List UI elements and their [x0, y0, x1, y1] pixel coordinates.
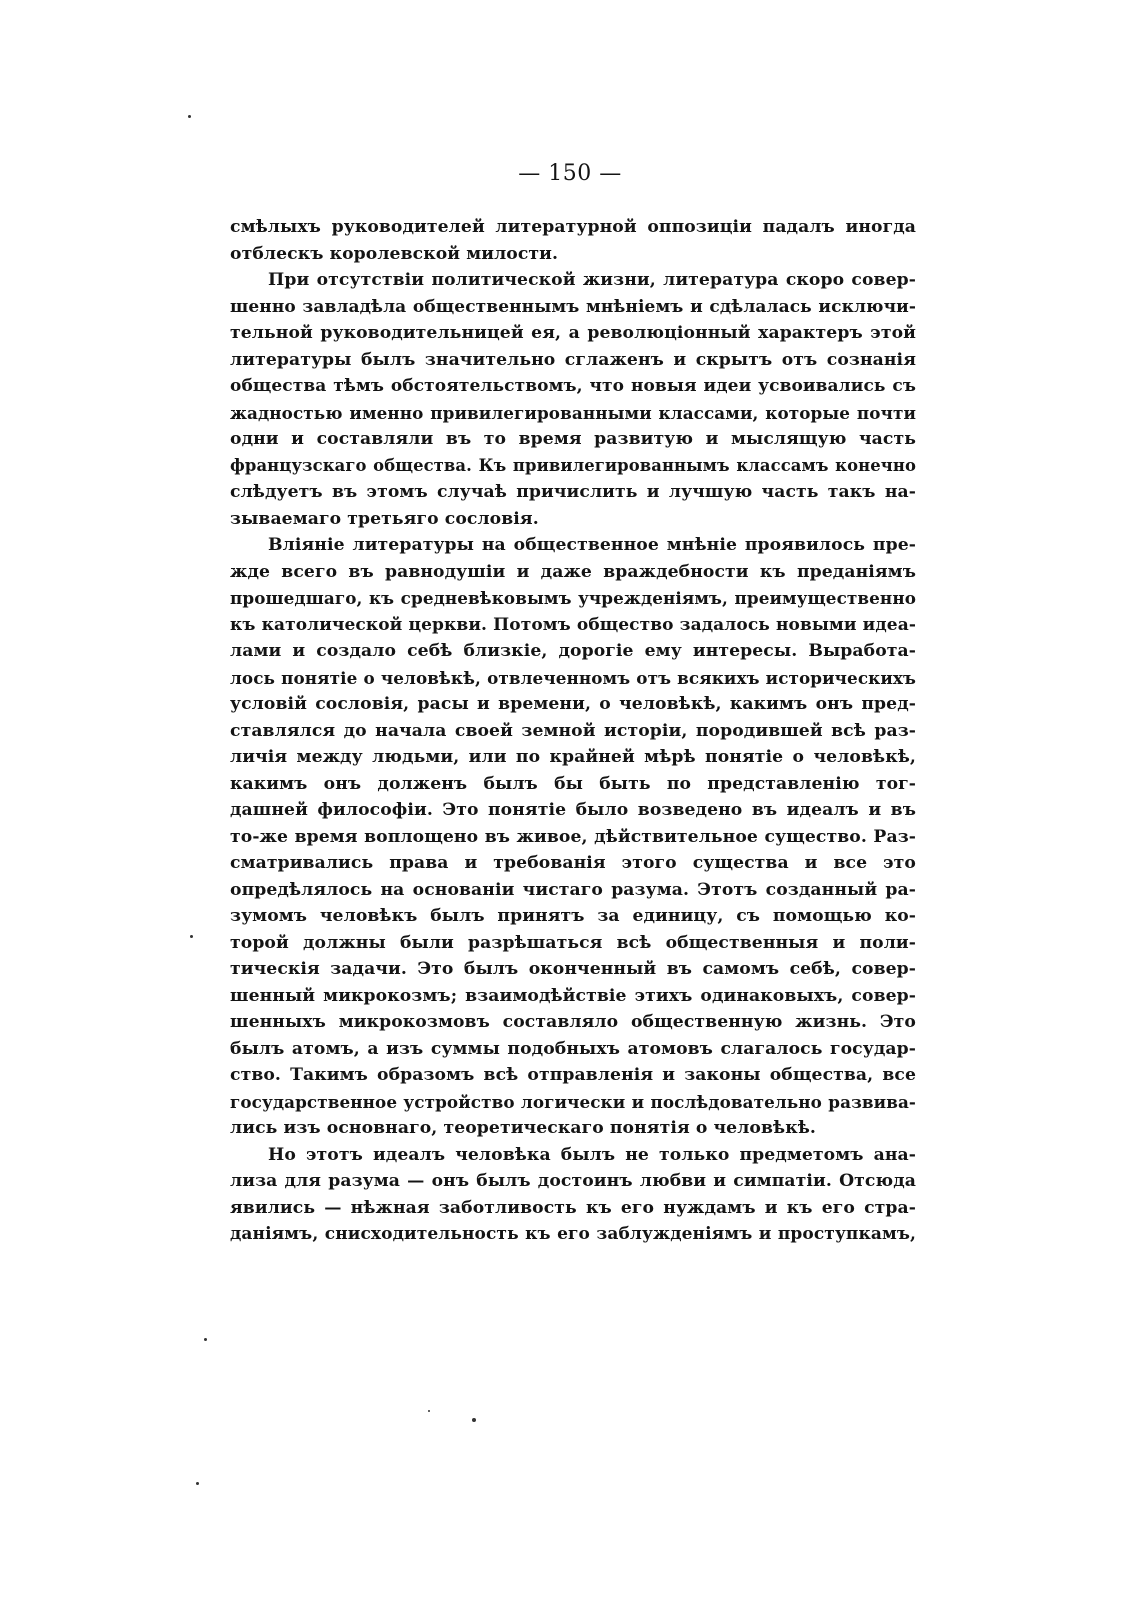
scan-speck [196, 1482, 199, 1485]
scan-speck [204, 1338, 207, 1341]
text-line: явились — нѣжная заботливость къ его нуждамъ и къ его стра- [230, 1197, 916, 1218]
text-line: При отсутствіи политической жизни, литература скоро совер- [268, 270, 916, 290]
text-line: общества тѣмъ обстоятельствомъ, что новыя идеи усвоивались съ [230, 376, 916, 396]
body-text [230, 214, 916, 1248]
scan-speck [472, 1418, 476, 1422]
text-line: условій сословія, расы и времени, о человѣкѣ, какимъ онъ пред- [230, 694, 916, 714]
text-line: къ католической церкви. Потомъ общество задалось новыми идеа- [230, 614, 916, 635]
text-line: лись изъ основнаго, теоретическаго понятія о человѣкѣ. [230, 1118, 817, 1138]
text-line: тическія задачи. Это былъ оконченный въ самомъ себѣ, совер- [230, 959, 916, 979]
text-line: одни и составляли въ то время развитую и мыслящую часть [230, 429, 916, 449]
text-line: прошедшаго, къ средневѣковымъ учрежденіямъ, преимущественно [230, 588, 916, 608]
text-line: торой должны были разрѣшаться всѣ общественныя и поли- [230, 932, 916, 953]
text-line: государственное устройство логически и послѣдовательно развива- [230, 1091, 916, 1112]
text-line: шенно завладѣла общественнымъ мнѣніемъ и сдѣлалась исключи- [230, 296, 916, 317]
text-line: отблескъ королевской милости. [230, 243, 559, 264]
text-line: шенный микрокозмъ; взаимодѣйствіе этихъ одинаковыхъ, совер- [230, 985, 916, 1006]
text-line: литературы былъ значительно сглаженъ и скрытъ отъ сознанія [230, 349, 916, 370]
text-line: опредѣлялось на основаніи чистаго разума. Этотъ созданный ра- [230, 879, 916, 900]
text-line: ство. Такимъ образомъ всѣ отправленія и законы общества, все [230, 1065, 916, 1085]
text-line: лами и создало себѣ близкіе, дорогіе ему интересы. Выработа- [230, 641, 916, 661]
text-line: Но этотъ идеалъ человѣка былъ не только предметомъ ана- [268, 1144, 916, 1165]
text-line: то-же время воплощено въ живое, дѣйствительное существо. Раз- [230, 826, 916, 847]
text-line: слѣдуетъ въ этомъ случаѣ причислить и лучшую часть такъ на- [230, 482, 916, 502]
text-line: смѣлыхъ руководителей литературной оппозиціи падалъ иногда [230, 217, 916, 237]
text-line: жде всего въ равнодушіи и даже враждебности къ преданіямъ [230, 561, 916, 582]
text-line: какимъ онъ долженъ былъ бы быть по представленію тог- [230, 773, 916, 794]
text-line: сматривались права и требованія этого существа и все это [230, 853, 916, 873]
text-line: зываемаго третьяго сословія. [230, 508, 539, 529]
text-line: шенныхъ микрокозмовъ составляло общественную жизнь. Это [230, 1012, 916, 1032]
text-line: лось понятіе о человѣкѣ, отвлеченномъ отъ всякихъ историческихъ [230, 667, 916, 688]
text-line: былъ атомъ, а изъ суммы подобныхъ атомовъ слагалось государ- [230, 1038, 916, 1059]
text-line: тельной руководительницей ея, а революціонный характеръ этой [230, 323, 916, 343]
text-line: дашней философіи. Это понятіе было возведено въ идеалъ и въ [230, 800, 916, 820]
scan-speck [428, 1410, 430, 1412]
text-line: даніямъ, снисходительность къ его заблужденіямъ и проступкамъ, [230, 1224, 916, 1244]
text-line: жадностью именно привилегированными классами, которые почти [230, 402, 916, 423]
scan-speck [190, 935, 193, 938]
scan-speck [188, 115, 191, 118]
text-line: личія между людьми, или по крайней мѣрѣ понятіе о человѣкѣ, [230, 747, 916, 767]
text-line: Вліяніе литературы на общественное мнѣніе проявилось пре- [268, 535, 916, 555]
text-line: ставлялся до начала своей земной исторіи, породившей всѣ раз- [230, 720, 916, 741]
text-line: французскаго общества. Къ привилегированнымъ классамъ конечно [230, 455, 916, 475]
text-line: зумомъ человѣкъ былъ принятъ за единицу, съ помощью ко- [230, 906, 916, 926]
page-number: — 150 — [518, 161, 622, 186]
text-line: лиза для разума — онъ былъ достоинъ любви и симпатіи. Отсюда [230, 1171, 916, 1191]
